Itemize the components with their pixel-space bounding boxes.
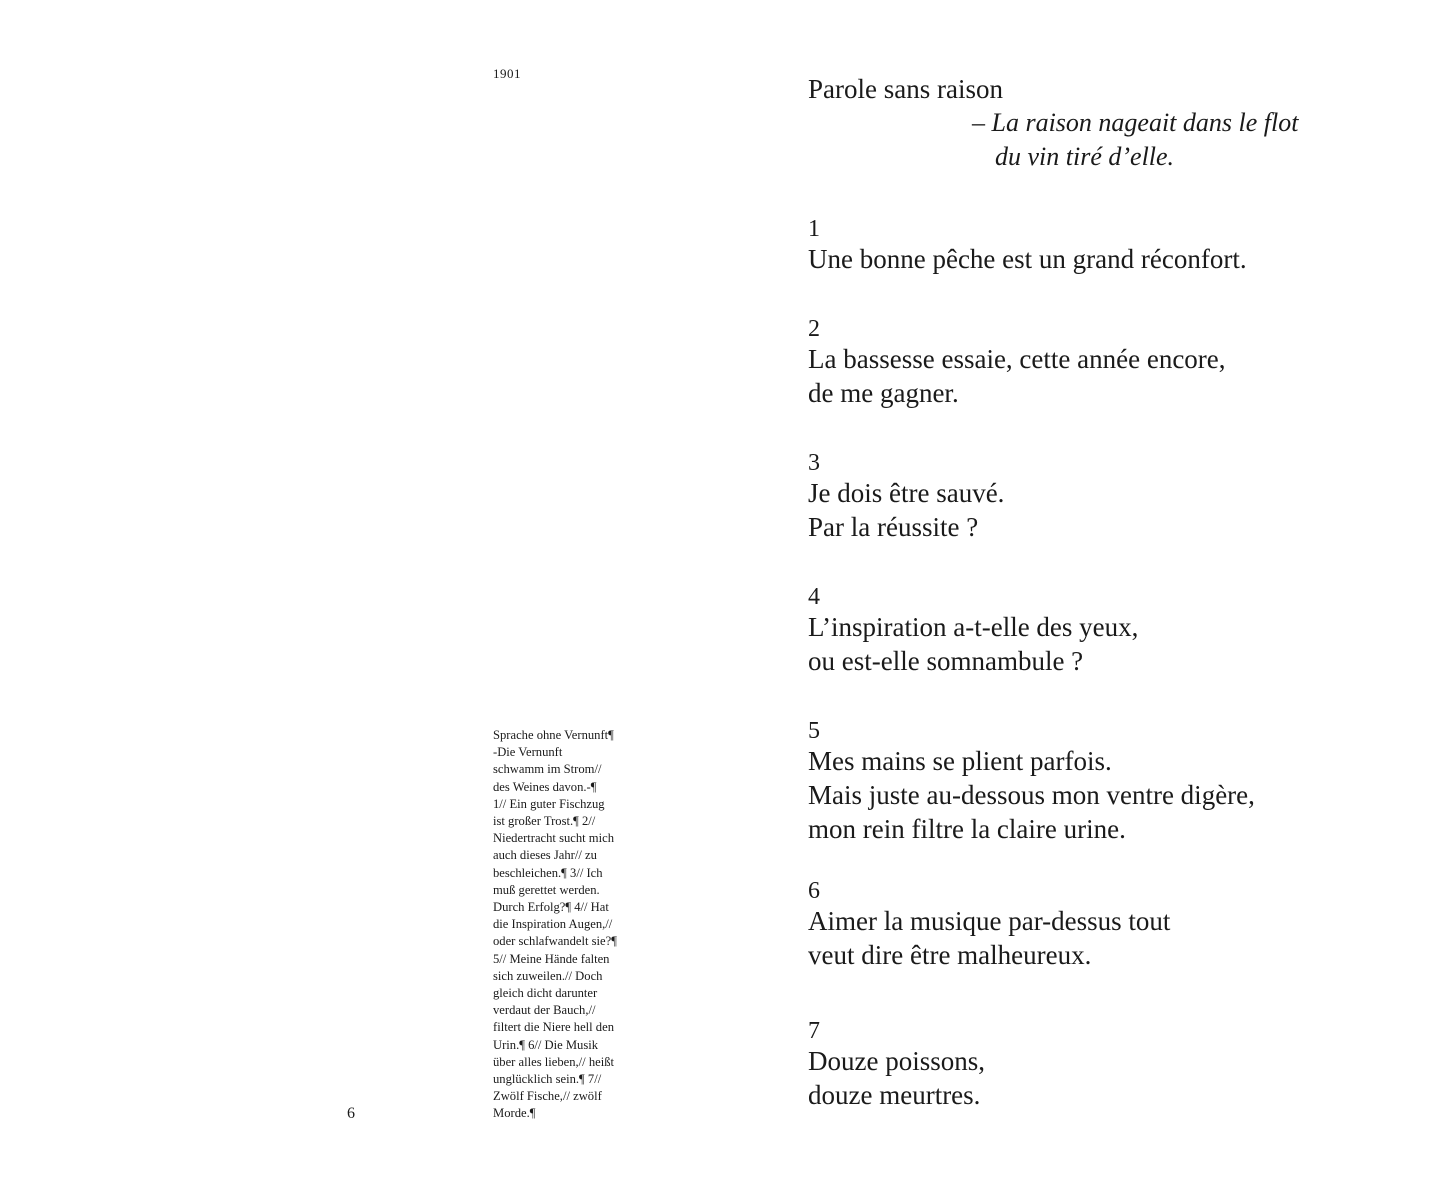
german-line: Zwölf Fische,// zwölf [493, 1089, 602, 1104]
stanza-3 [808, 450, 1408, 544]
stanza-number: 1 [808, 216, 820, 242]
german-line: unglücklich sein.¶ 7// [493, 1072, 602, 1087]
german-line: 5// Meine Hände falten [493, 951, 610, 966]
german-line: die Inspiration Augen,// [493, 917, 613, 932]
german-line: auch dieses Jahr// zu [493, 848, 597, 863]
page-number: 6 [347, 1105, 355, 1122]
german-line: muß gerettet werden. [493, 882, 600, 897]
stanza-number: 7 [808, 1018, 820, 1044]
stanza-number: 2 [808, 316, 820, 342]
stanza-number: 3 [808, 450, 820, 476]
epigraph-line: – La raison nageait dans le flot [972, 108, 1299, 137]
german-line: Urin.¶ 6// Die Musik [493, 1037, 599, 1052]
year-heading: 1901 [493, 66, 521, 81]
stanza-1 [808, 216, 1408, 276]
stanza-line: Une bonne pêche est un grand réconfort. [808, 244, 1247, 274]
stanza-number: 6 [808, 878, 820, 904]
german-translation [493, 727, 641, 1123]
epigraph-line: du vin tiré d’elle. [995, 142, 1175, 171]
german-line: ist großer Trost.¶ 2// [493, 814, 596, 829]
german-line: Niedertracht sucht mich [493, 831, 614, 846]
stanza-line: Par la réussite ? [808, 512, 979, 542]
stanza-line: Je dois être sauvé. [808, 478, 1005, 508]
stanza-line: Douze poissons, [808, 1046, 985, 1076]
stanza-2 [808, 316, 1408, 410]
stanza-line: La bassesse essaie, cette année encore, [808, 344, 1226, 374]
stanza-line: Mes mains se plient parfois. [808, 746, 1112, 776]
stanza-line: mon rein filtre la claire urine. [808, 814, 1126, 844]
stanza-line: de me gagner. [808, 378, 959, 408]
german-line: Sprache ohne Vernunft¶ [493, 728, 614, 742]
stanza-line: L’inspiration a-t-elle des yeux, [808, 612, 1139, 642]
stanza-5 [808, 718, 1408, 846]
stanza-4 [808, 584, 1408, 678]
stanza-7 [808, 1018, 1408, 1112]
german-line: filtert die Niere hell den [493, 1020, 614, 1035]
german-line: des Weines davon.-¶ [493, 779, 597, 794]
stanza-number: 4 [808, 584, 820, 610]
stanza-6 [808, 878, 1408, 972]
german-line: beschleichen.¶ 3// Ich [493, 865, 603, 880]
poem-title: Parole sans raison [808, 74, 1003, 104]
german-line: 1// Ein guter Fischzug [493, 796, 605, 811]
german-line: sich zuweilen.// Doch [493, 968, 603, 983]
stanza-line: veut dire être malheureux. [808, 940, 1092, 970]
stanza-line: Aimer la musique par-dessus tout [808, 906, 1171, 936]
epigraph [972, 106, 1408, 174]
german-line: schwamm im Strom// [493, 762, 602, 777]
stanza-line: ou est-elle somnambule ? [808, 646, 1084, 676]
german-line: oder schlafwandelt sie?¶ [493, 934, 617, 949]
poem-header [808, 72, 1408, 174]
german-line: Durch Erfolg?¶ 4// Hat [493, 900, 609, 915]
stanza-line: douze meurtres. [808, 1080, 981, 1110]
stanza-number: 5 [808, 718, 820, 744]
stanza-line: Mais juste au-dessous mon ventre digère, [808, 780, 1255, 810]
german-line: verdaut der Bauch,// [493, 1003, 596, 1018]
german-line: über alles lieben,// heißt [493, 1054, 614, 1069]
german-line: gleich dicht darunter [493, 986, 598, 1001]
german-line: -Die Vernunft [493, 745, 563, 760]
german-line: Morde.¶ [493, 1106, 536, 1121]
